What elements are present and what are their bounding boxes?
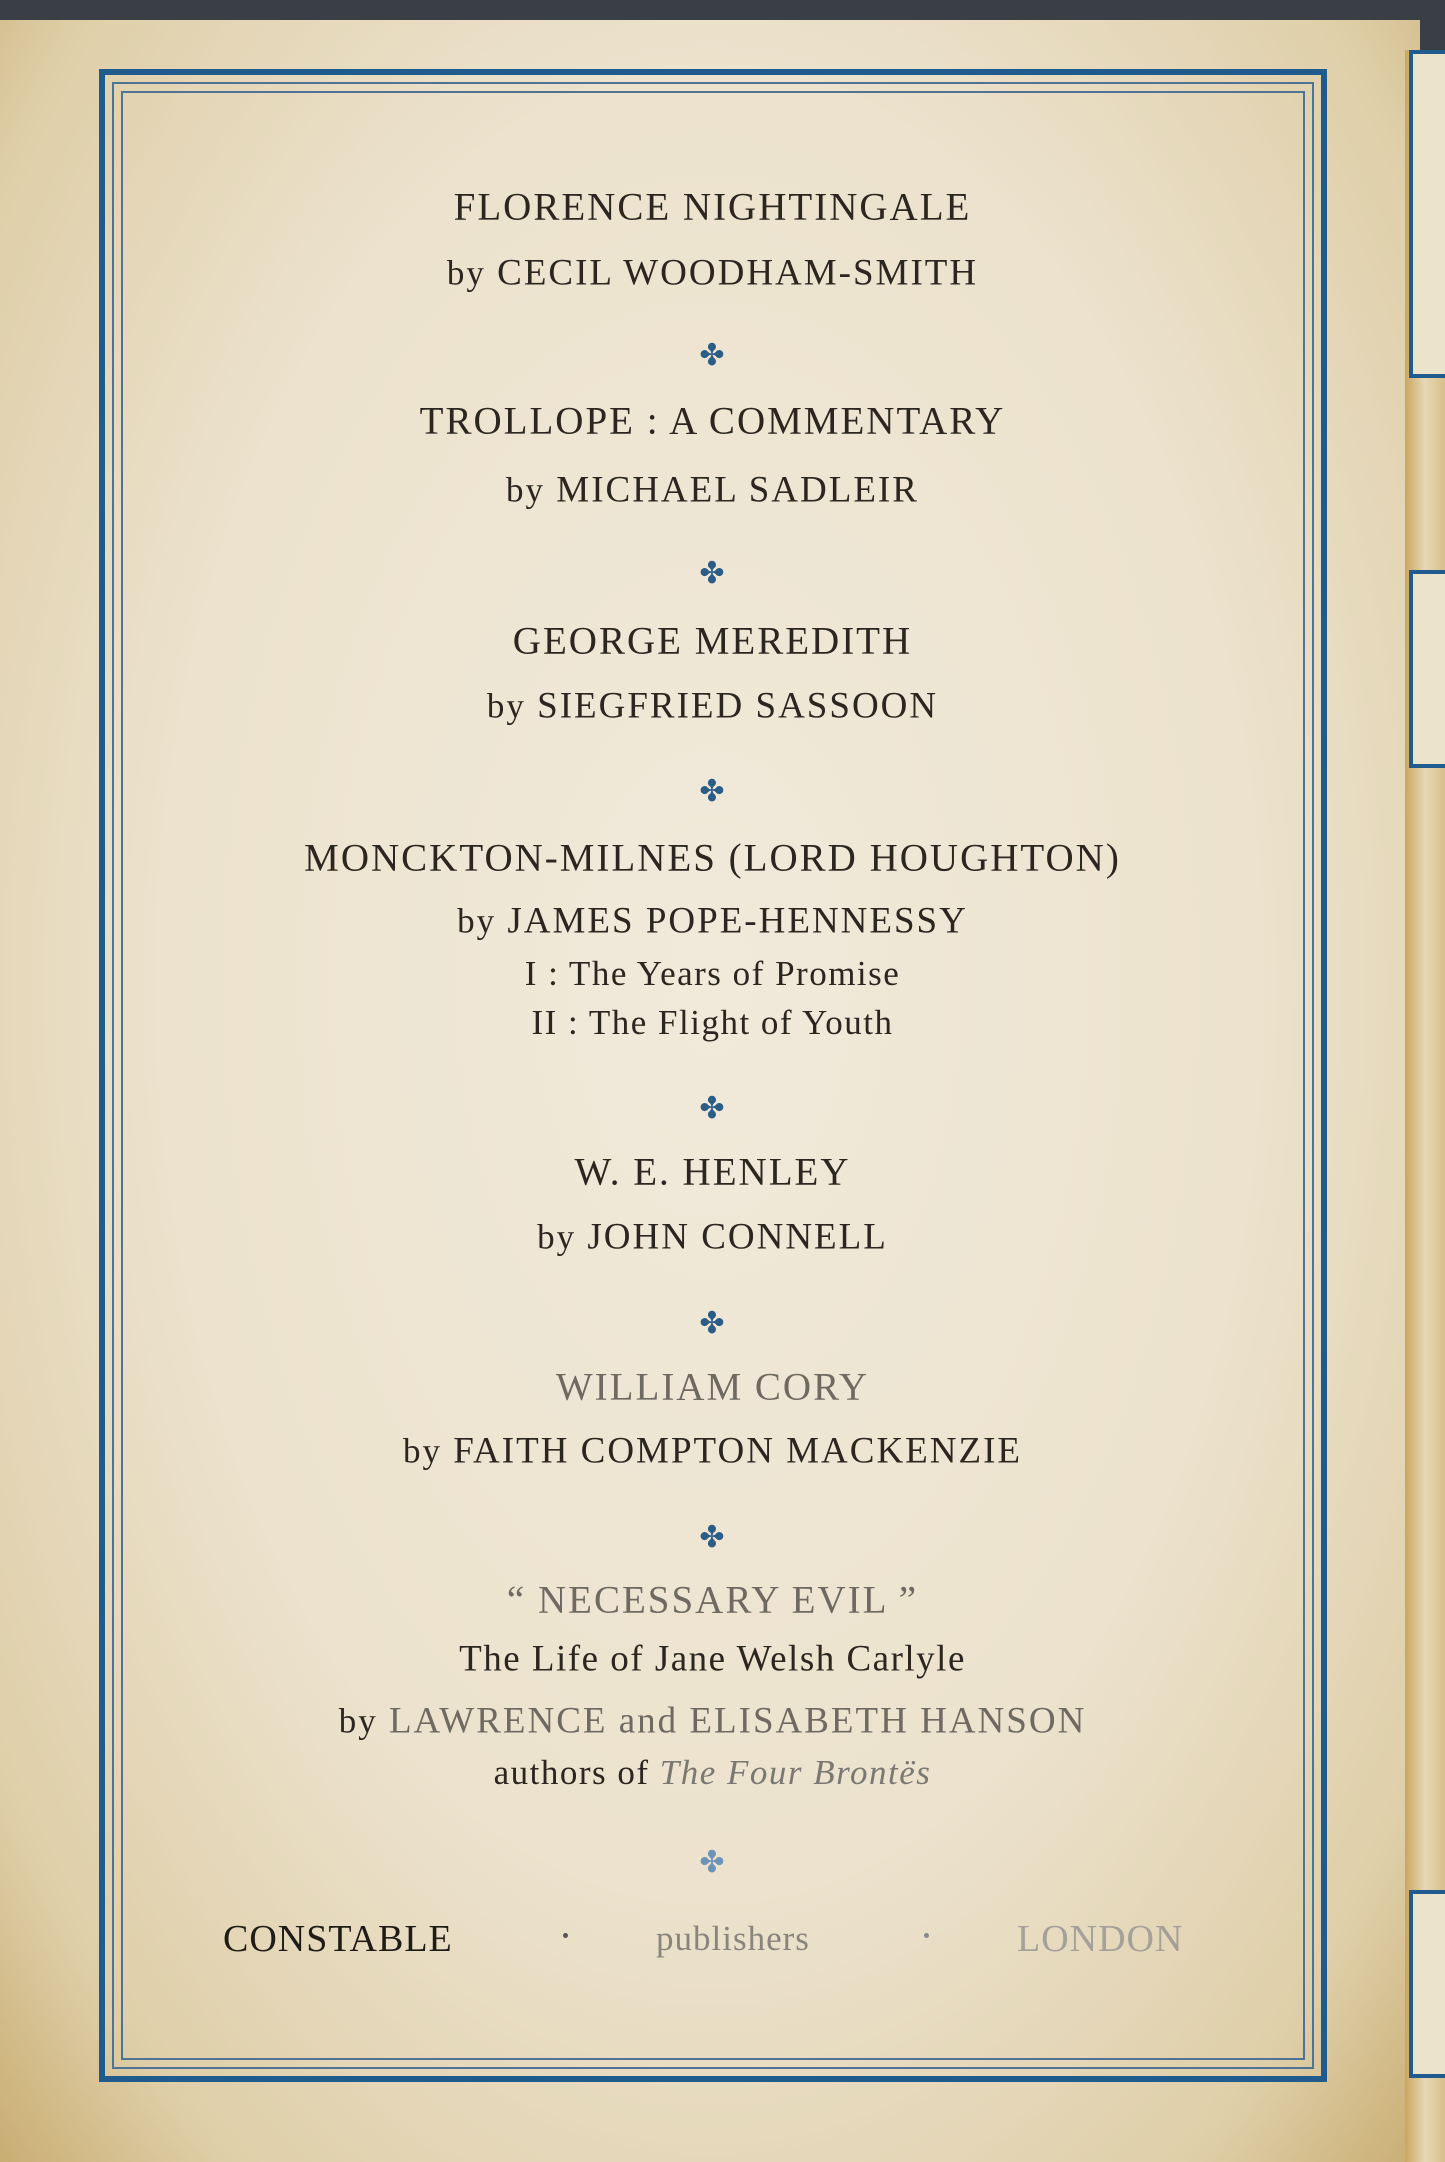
book-author [0, 469, 1425, 512]
book-author [0, 1216, 1425, 1259]
fleur-ornament-icon: ✤ [699, 775, 725, 808]
book-title: W. E. HENLEY [574, 1150, 851, 1194]
author-name: JOHN CONNELL [587, 1216, 888, 1258]
volume-line: II : The Flight of Youth [531, 1003, 894, 1042]
author-name: MICHAEL SADLEIR [556, 469, 919, 511]
spine-label-box [1409, 1890, 1445, 2078]
spine-edge [1405, 50, 1445, 2162]
book-title: WILLIAM CORY [555, 1365, 870, 1409]
book-author [0, 900, 1425, 943]
author-name: LAWRENCE and ELISABETH HANSON [388, 1700, 1087, 1742]
fleur-ornament-icon: ✤ [699, 1307, 725, 1340]
publisher-city: LONDON [1017, 1918, 1184, 1960]
note-title: The Four Brontës [659, 1753, 932, 1792]
book-author [0, 1700, 1425, 1743]
volume-line: I : The Years of Promise [524, 954, 901, 993]
spine-label-box [1409, 570, 1445, 768]
separator-dot [924, 1933, 929, 1938]
separator-dot [563, 1933, 568, 1938]
by-label: by [446, 253, 486, 293]
fleur-ornament-icon: ✤ [699, 339, 725, 372]
author-name: FAITH COMPTON MACKENZIE [453, 1430, 1023, 1472]
book-author [0, 1430, 1425, 1473]
book-title: GEORGE MEREDITH [512, 619, 913, 663]
by-label: by [486, 686, 526, 726]
author-name: SIEGFRIED SASSOON [537, 685, 939, 727]
publisher-name: CONSTABLE [223, 1918, 453, 1960]
by-label: by [537, 1217, 577, 1257]
by-label: by [457, 901, 497, 941]
fleur-ornament-icon: ✤ [699, 557, 725, 590]
book-title: FLORENCE NIGHTINGALE [453, 185, 972, 229]
by-label: by [506, 470, 546, 510]
author-name: CECIL WOODHAM-SMITH [497, 252, 979, 294]
book-author [0, 252, 1425, 295]
book-title: “ NECESSARY EVIL ” [506, 1578, 919, 1622]
fleur-ornament-icon: ✤ [699, 1092, 725, 1125]
publisher-label: publishers [656, 1919, 810, 1958]
author-name: JAMES POPE-HENNESSY [507, 900, 968, 942]
book-title: TROLLOPE : A COMMENTARY [419, 399, 1006, 443]
fleur-ornament-icon: ✤ [699, 1521, 725, 1554]
book-subtitle: The Life of Jane Welsh Carlyle [459, 1638, 966, 1680]
by-label: by [402, 1431, 442, 1471]
authors-note [0, 1753, 1425, 1793]
note-prefix: authors of [493, 1753, 650, 1792]
by-label: by [338, 1701, 378, 1741]
book-author [0, 685, 1425, 728]
fleur-ornament-icon: ✤ [699, 1846, 725, 1879]
book-title: MONCKTON-MILNES (LORD HOUGHTON) [304, 836, 1121, 880]
